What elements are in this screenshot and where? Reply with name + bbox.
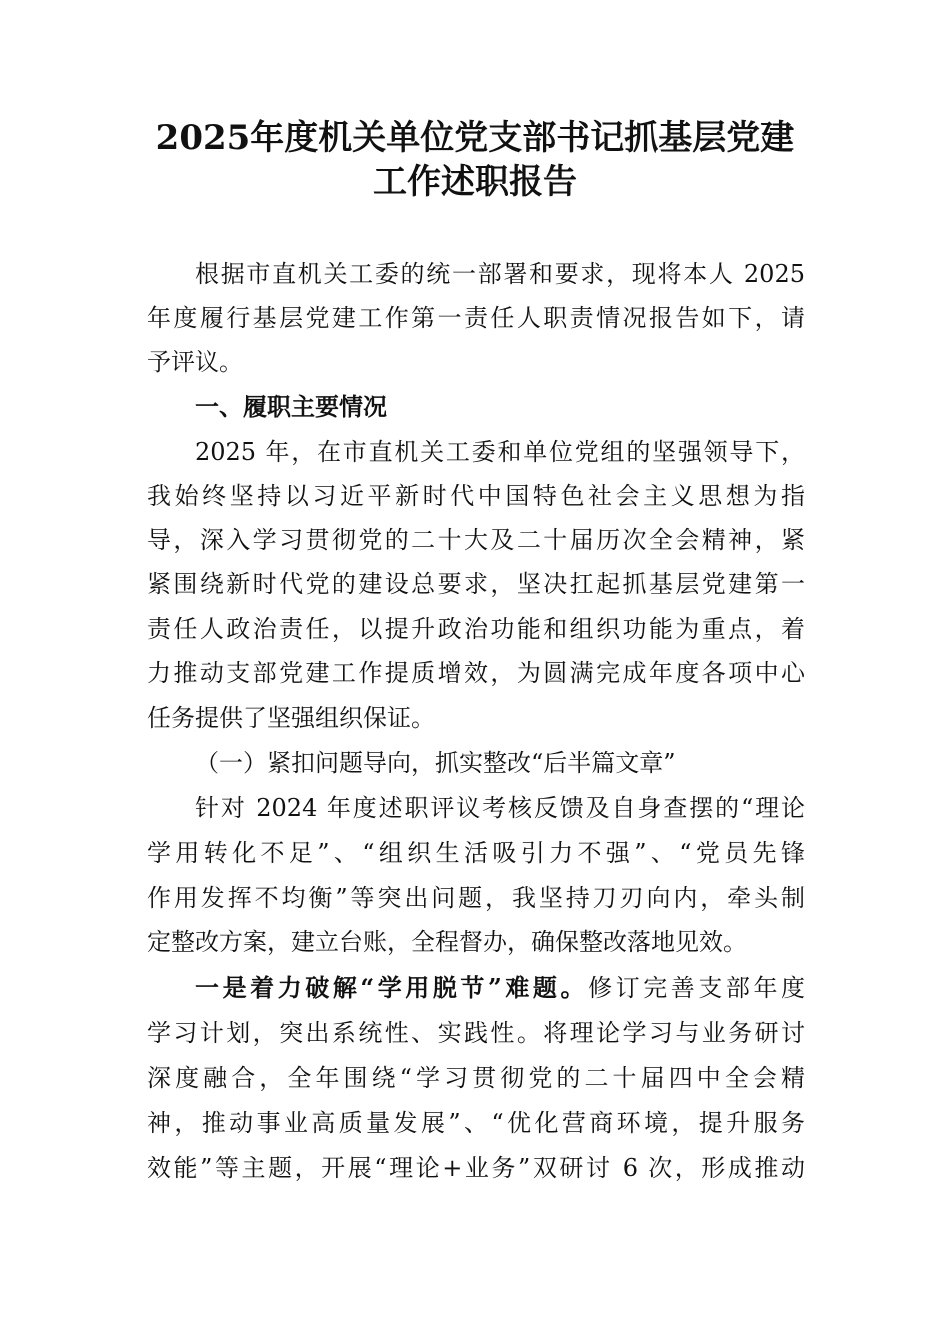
- sub1-line-3: 作用发挥不均衡”等突出问题，我坚持刀刃向内，牵头制: [147, 884, 805, 912]
- point1-lead: 一是着力破解“学用脱节”难题。: [195, 973, 589, 1002]
- section1-line-1: 2025 年，在市直机关工委和单位党组的坚强领导下，: [195, 438, 805, 466]
- section1-line-5: 责任人政治责任，以提升政治功能和组织功能为重点，着: [147, 615, 805, 643]
- section1-line-2: 我始终坚持以习近平新时代中国特色社会主义思想为指: [147, 482, 805, 510]
- sub1-line-2: 学用转化不足”、“组织生活吸引力不强”、“党员先锋: [147, 839, 805, 867]
- section1-line-3: 导，深入学习贯彻党的二十大及二十届历次全会精神，紧: [147, 526, 805, 554]
- point1-line-3: 深度融合，全年围绕“学习贯彻党的二十届四中全会精: [147, 1064, 805, 1092]
- intro-line-1: 根据市直机关工委的统一部署和要求，现将本人 2025: [195, 260, 805, 288]
- subsection-heading-1: （一）紧扣问题导向，抓实整改“后半篇文章”: [195, 749, 676, 777]
- document-title-line-2: 工作述职报告: [373, 162, 577, 202]
- section1-line-6: 力推动支部党建工作提质增效，为圆满完成年度各项中心: [147, 659, 805, 687]
- point1-line-4: 神，推动事业高质量发展”、“优化营商环境，提升服务: [147, 1109, 805, 1137]
- point1-line-5: 效能”等主题，开展“理论+业务”双研讨 6 次，形成推动: [147, 1154, 805, 1182]
- sub1-line-1: 针对 2024 年度述职评议考核反馈及自身查摆的“理论: [195, 794, 805, 822]
- document-title-line-1: 2025年度机关单位党支部书记抓基层党建: [155, 118, 795, 158]
- point1-line-2: 学习计划，突出系统性、实践性。将理论学习与业务研讨: [147, 1019, 805, 1047]
- point1-line-1: [195, 966, 805, 1010]
- sub1-line-4: 定整改方案，建立台账，全程督办，确保整改落地见效。: [147, 928, 747, 956]
- section-heading-1: 一、履职主要情况: [195, 393, 387, 421]
- intro-line-2: 年度履行基层党建工作第一责任人职责情况报告如下，请: [147, 304, 805, 332]
- intro-line-3: 予评议。: [147, 348, 243, 376]
- section1-line-7: 任务提供了坚强组织保证。: [147, 704, 435, 732]
- point1-first-rest: 修订完善支部年度: [588, 974, 806, 1002]
- section1-line-4: 紧围绕新时代党的建设总要求，坚决扛起抓基层党建第一: [147, 570, 805, 598]
